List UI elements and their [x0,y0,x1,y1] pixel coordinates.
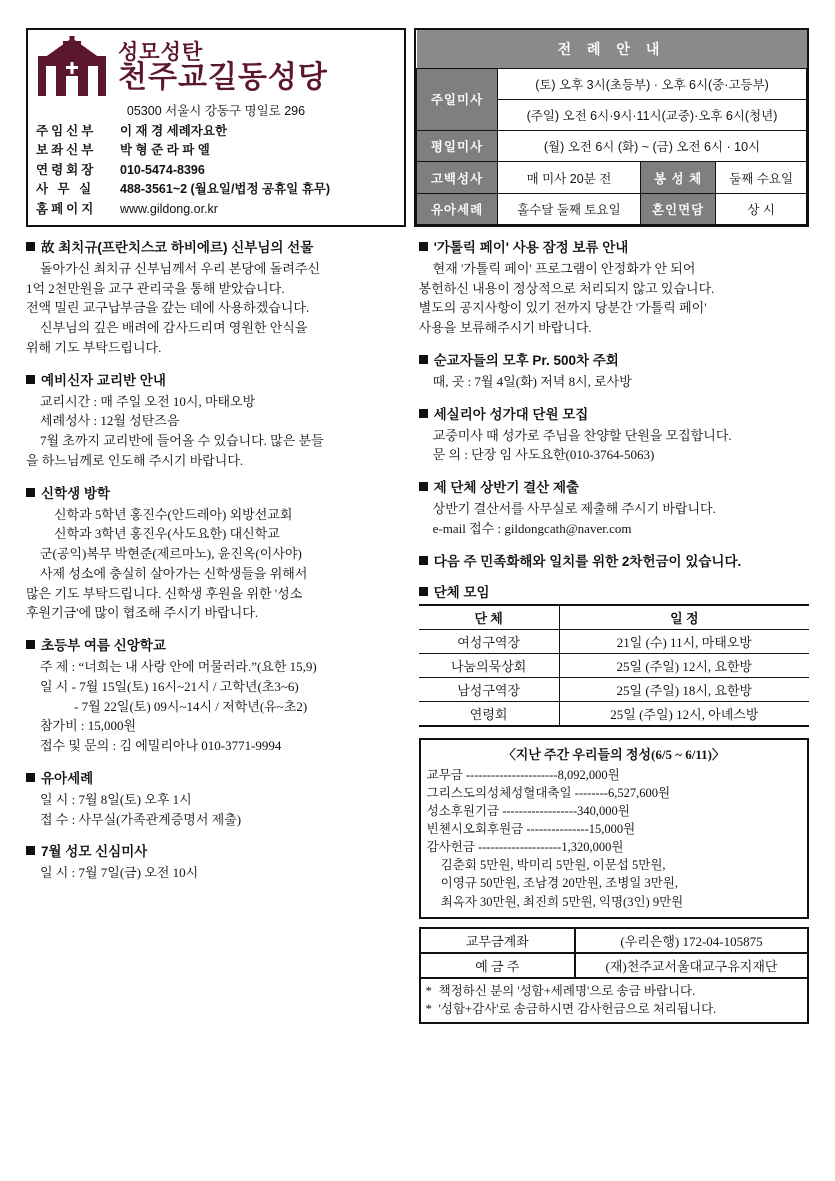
note-item [426,1000,802,1019]
body-line: 일 시 - 7월 15일(토) 16시~21시 / 고학년(초3~6) [40,678,299,694]
column-header-group: 단 체 [419,605,560,630]
section-choir-recruit [419,403,809,466]
left-column [26,236,405,1024]
mass-schedule-title: 전 례 안 내 [417,30,807,68]
heading-text: 순교자들의 모후 Pr. 500차 주회 [433,352,619,368]
bullet-square-icon [26,773,35,782]
section-seminarian-vacation [26,482,405,624]
section-heading [26,840,405,860]
label-elder: 연령회장 [36,162,97,177]
bullet-square-icon [26,242,35,251]
note-text: 책정하신 분의 '성함+세례명'으로 송금 바랍니다. [438,983,696,998]
heading-text: 초등부 여름 신앙학교 [41,638,166,654]
value-elder: 010-5474-8396 [120,162,205,177]
body-line: 봉헌하신 내용이 정상적으로 처리되지 않고 있습니다. [418,280,715,296]
section-group-meetings [419,581,809,727]
table-row [419,677,809,701]
group-meeting-table [419,604,809,727]
parish-name-line2: 천주교길동성당 [118,60,328,94]
value-homepage[interactable]: www.gildong.or.kr [120,201,218,216]
heading-text: 유아세례 [41,770,94,786]
donor-line: 최옥자 30만원, 최진희 5만원, 익명(3인) 9만원 [440,894,684,909]
column-header-schedule: 일 정 [559,605,809,630]
bullet-square-icon [419,355,428,364]
section-summer-faith-school [26,634,405,756]
heading-text: 예비신자 교리반 안내 [41,372,166,388]
cell-schedule: 25일 (주일) 12시, 아녜스방 [559,701,809,726]
value-infant-baptism: 홀수달 둘째 토요일 [498,193,641,224]
parish-address: 05300 서울시 강동구 명일로 296 [126,104,306,118]
section-heading [419,581,809,601]
body-line: 현재 '가톨릭 페이' 프로그램이 안정화가 안 되어 [432,260,696,276]
table-row [419,653,809,677]
cell-schedule: 21일 (수) 11시, 마태오방 [559,629,809,653]
parish-name-line1: 성모성탄 [118,40,204,64]
value-account-holder: (재)천주교서울대교구유지재단 [575,953,808,978]
body-line: 사제 성소에 충실히 살아가는 신학생들을 위해서 [40,565,308,581]
bullet-square-icon [419,242,428,251]
body-line: 위해 기도 부탁드립니다. [26,339,162,355]
label-pastor: 주임신부 [36,124,97,138]
section-infant-baptism [26,767,405,830]
cell-group: 연령회 [419,701,560,726]
label-weekday-mass: 평일미사 [417,131,498,162]
cell-group: 나눔의묵상회 [419,653,560,677]
body-line: 군(공익)복무 박현준(제르마노), 윤진옥(이사야) [40,546,302,562]
body-line[interactable]: e-mail 접수 : gildongcath@naver.com [432,520,632,536]
contact-row-elder [36,161,396,180]
body-line: 일 시 : 7월 7일(금) 오전 10시 [40,865,199,881]
label-office: 사 무 실 [36,182,95,197]
table-row [419,701,809,726]
bullet-square-icon [419,409,428,418]
body-line: 전액 밀린 교구납부금을 갚는 데에 사용하겠습니다. [26,300,310,316]
body-line: 문 의 : 단장 임 사도요한(010-3764-5063) [432,447,655,463]
section-heading [26,369,405,389]
body-line: 신부님의 깊은 배려에 감사드리며 영원한 안식을 [40,320,308,336]
section-heading [26,634,405,654]
offering-line: 감사헌금 --------------------1,320,000원 [426,840,624,855]
cell-schedule: 25일 (주일) 12시, 요한방 [559,653,809,677]
body-line: 후원기금'에 많이 협조해 주시기 바랍니다. [26,605,259,621]
body-line: 주 제 : “너희는 내 사랑 안에 머물러라.”(요한 15,9) [40,659,317,675]
heading-text: 7월 성모 신심미사 [41,844,148,860]
offering-line: 교무금 ----------------------8,092,000원 [426,767,620,782]
body-line: 교리시간 : 매 주일 오전 10시, 마태오방 [40,393,256,409]
cell-group: 여성구역장 [419,629,560,653]
body-line: 1억 2천만원을 교구 관리국을 통해 받았습니다. [26,280,285,296]
label-assistant: 보좌신부 [36,143,97,158]
body-line: 참가비 : 15,000원 [40,718,137,734]
section-heading [419,236,809,256]
offering-box [419,738,809,919]
body-line: 돌아가신 최치규 신부님께서 우리 본당에 돌려주신 [40,260,320,276]
value-marriage-counsel: 상 시 [716,193,807,224]
contact-row-homepage [36,200,396,219]
sunday-mass-1: (토) 오후 3시(초등부) · 오후 6시(중·고등부) [498,68,807,99]
table-row [419,629,809,653]
body-line: 세례성사 : 12월 성탄즈음 [40,413,180,429]
label-confession: 고백성사 [417,162,498,193]
cell-schedule: 25일 (주일) 18시, 요한방 [559,677,809,701]
bullet-square-icon [419,587,428,596]
section-heading [419,403,809,423]
contact-row-office [36,180,396,199]
section-priest-gift [26,236,405,358]
label-marriage-counsel: 혼인면담 [640,193,715,224]
offering-title: 〈지난 주간 우리들의 정성(6/5 ~ 6/11)〉 [502,746,725,762]
section-heading [26,482,405,502]
donor-line: 이영규 50만원, 조남경 20만원, 조병일 3만원, [440,876,679,891]
label-infant-baptism: 유아세례 [417,193,498,224]
body-line: 별도의 공지사항이 있기 전까지 당분간 '가톨릭 페이' [418,300,707,316]
church-logo-icon [36,36,108,98]
parish-info-box [26,28,406,227]
table-row [420,928,808,953]
body-line: 많은 기도 부탁드립니다. 신학생 후원을 위한 '성소 [26,585,303,601]
section-half-year-settlement [419,476,809,539]
body-line: - 7월 22일(토) 09시~14시 / 저학년(유~초2) [74,698,308,714]
parish-title-row [36,36,396,98]
value-assistant: 박 형 준 라 파 엘 [120,143,210,158]
value-account-number: (우리은행) 172-04-105875 [575,928,808,953]
note-text: '성함+감사'로 송금하시면 감사헌금으로 처리됩니다. [438,1002,717,1017]
label-sunday-mass: 주일미사 [417,68,498,131]
body-line: 을 하느님께로 인도해 주시기 바랍니다. [26,452,244,468]
section-catechumen-class [26,369,405,471]
mass-schedule-box [414,28,809,227]
label-homepage: 홈페이지 [36,201,97,216]
heading-text: '가톨릭 페이' 사용 잠정 보류 안내 [433,239,629,255]
body-line: 교중미사 때 성가로 주님을 찬양할 단원을 모집합니다. [432,427,732,443]
value-pastor: 이 재 경 세례자요한 [120,124,228,138]
contact-row-pastor [36,122,396,141]
weekday-mass-1: (월) 오전 6시 (화) ~ (금) 오전 6시 · 10시 [498,131,807,162]
bullet-square-icon [26,846,35,855]
parish-title [118,42,328,93]
offering-line: 그리스도의성체성혈대축일 --------6,527,600원 [426,785,671,800]
label-account-number: 교무금계좌 [420,928,575,953]
heading-text: 다음 주 민족화해와 일치를 위한 2차헌금이 있습니다. [433,553,742,569]
contact-row-assistant [36,141,396,160]
cell-group: 남성구역장 [419,677,560,701]
section-heading [26,236,405,256]
section-heading [419,476,809,496]
value-communion: 둘째 수요일 [716,162,807,193]
section-marian-mass [26,840,405,883]
asterisk-icon: * [425,983,432,998]
offering-line: 성소후원기금 ------------------340,000원 [426,803,630,818]
section-second-collection [419,550,809,570]
label-communion: 봉 성 체 [640,162,715,193]
bullet-square-icon [26,375,35,384]
heading-text: 제 단체 상반기 결산 제출 [433,480,580,496]
section-heading [26,767,405,787]
section-legion-meeting [419,349,809,392]
body-line: 신학과 5학년 홍진수(안드레아) 외방선교회 [54,506,293,522]
body-line: 7월 초까지 교리반에 들어올 수 있습니다. 많은 분들 [40,433,324,449]
account-table [419,927,809,979]
bullet-square-icon [419,556,428,565]
body-line: 접 수 : 사무실(가족관계증명서 제출) [40,811,242,827]
asterisk-icon: * [425,1002,432,1017]
section-heading [419,349,809,369]
section-heading [419,550,809,570]
bullet-square-icon [26,640,35,649]
body-line: 상반기 결산서를 사무실로 제출해 주시기 바랍니다. [432,501,716,517]
heading-text: 故 최치규(프란치스코 하비에르) 신부님의 선물 [41,239,314,255]
right-column [419,236,809,1024]
body-line: 사용을 보류해주시기 바랍니다. [418,320,592,336]
value-confession: 매 미사 20분 전 [498,162,641,193]
offering-line: 빈첸시오회후원금 ---------------15,000원 [426,822,636,836]
label-account-holder: 예 금 주 [420,953,575,978]
header [26,28,809,227]
value-office: 488-3561~2 (월요일/법정 공휴일 휴무) [120,182,331,197]
body-line: 접수 및 문의 : 김 에밀리아나 010-3771-9994 [40,738,282,754]
body-line: 신학과 3학년 홍진우(사도요한) 대신학교 [54,526,280,542]
bullet-square-icon [26,488,35,497]
section-catholic-pay [419,236,809,338]
bullet-square-icon [419,482,428,491]
heading-text: 세실리아 성가대 단원 모집 [433,406,589,422]
account-notes [419,979,809,1025]
donor-line: 김춘회 5만원, 박미리 5만원, 이문섭 5만원, [440,858,666,873]
content-columns [26,236,809,1024]
table-row [420,953,808,978]
body-line: 때, 곳 : 7월 4일(화) 저녁 8시, 로사방 [432,373,632,389]
body-line: 일 시 : 7월 8일(토) 오후 1시 [40,791,192,807]
sunday-mass-2: (주일) 오전 6시·9시·11시(교중)·오후 6시(청년) [498,99,807,130]
note-item [426,982,802,1001]
heading-text: 단체 모임 [433,584,490,600]
heading-text: 신학생 방학 [41,485,110,501]
